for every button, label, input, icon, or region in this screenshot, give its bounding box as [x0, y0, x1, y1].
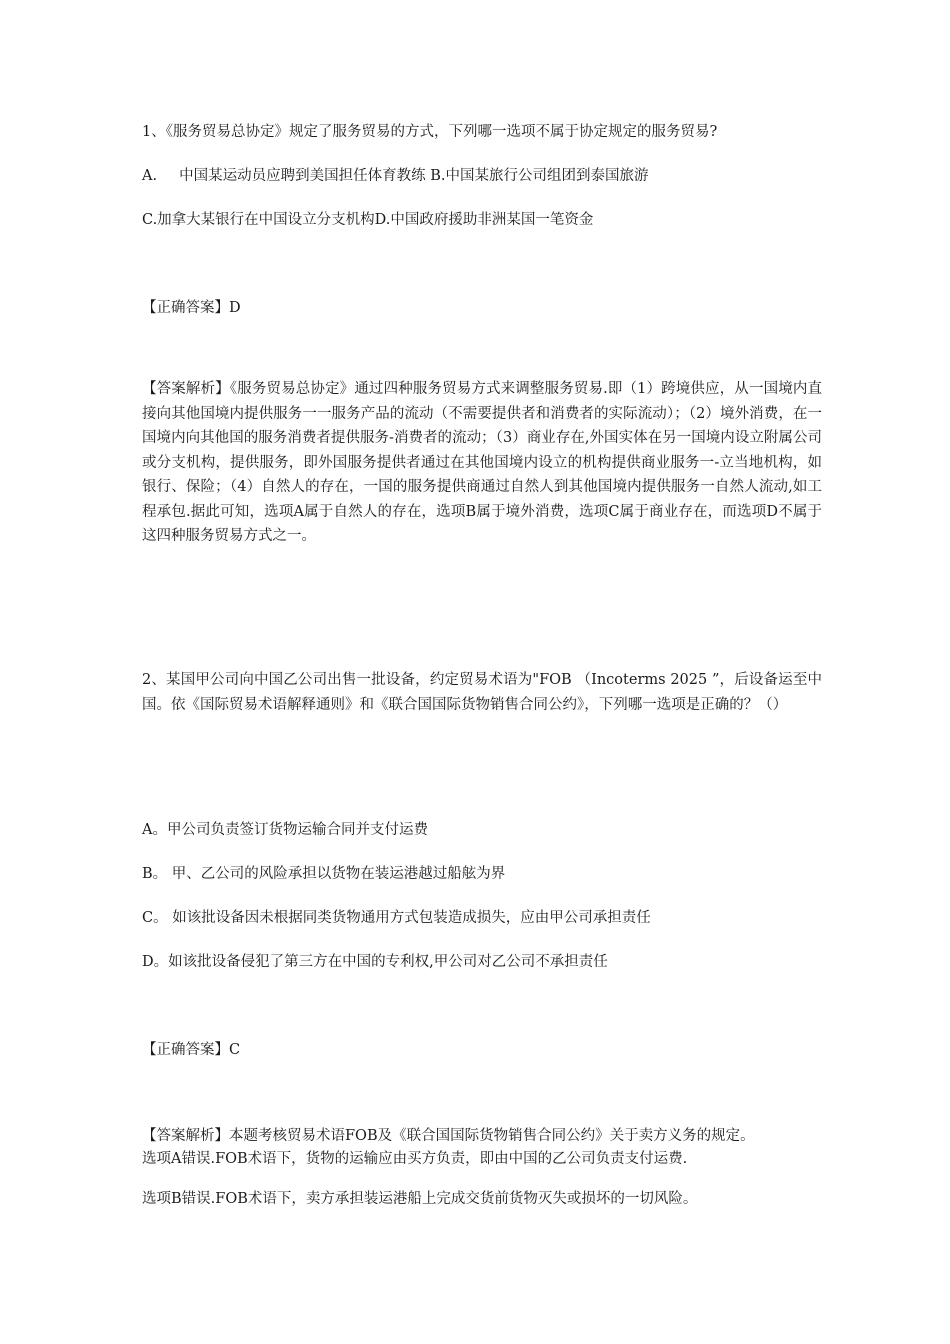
q1-option-a-label: A.: [142, 168, 158, 184]
q1-analysis: 【答案解析】《服务贸易总协定》通过四种服务贸易方式来调整服务贸易.即（1）跨境供应，从一国境内直接向其他国境内提供服务一一服务产品的流动（不需要提供者和消费者的实际流动）；（2）境外消费，在一国境内向其他国的服务消费者提供服务-消费者的流动；（3）商业存在,外国实体在另一国境内设立附属公司或分支机构，提供服务，即外国服务提供者通过在其他国境内设立的机构提供商业服务一-立当地机构，如银行、保险；（4）自然人的存在，一国的服务提供商通过自然人到其他国境内提供服务一自然人流动,如工程承包.据此可知，选项A属于自然人的存在，选项B属于境外消费，选项C属于商业存在，而选项D不属于这四种服务贸易方式之一。: [142, 381, 822, 544]
q2-option-c: C。 如该批设备因未根据同类货物通用方式包装造成损失，应由甲公司承担责任: [142, 910, 651, 926]
q1-answer: 【正确答案】D: [142, 300, 241, 316]
q2-option-a: A。甲公司负责签订货物运输合同并支付运费: [142, 822, 428, 838]
q2-question: 2、某国甲公司向中国乙公司出售一批设备，约定贸易术语为"FOB （Incoterms 2025 ”，后设备运至中国。依《国际贸易术语解释通则》和《联合国国际货物销售合同公约》，下列哪一选项是正确的？（）: [142, 672, 822, 713]
q2-option-d: D。如该批设备侵犯了第三方在中国的专利权,甲公司对乙公司不承担责任: [142, 954, 608, 970]
q2-analysis-line2: 选项A错误.FOB术语下，货物的运输应由买方负责，即由中国的乙公司负责支付运费.: [142, 1151, 688, 1167]
q1-options-ab: [142, 164, 822, 188]
q2-analysis-line1: 【答案解析】本题考核贸易术语FOB及《联合国国际货物销售合同公约》关于卖方义务的规定。: [142, 1128, 755, 1144]
q2-option-b: B。 甲、乙公司的风险承担以货物在装运港越过船舷为界: [142, 866, 506, 882]
q2-analysis-line3: 选项B错误.FOB术语下，卖方承担装运港船上完成交货前货物灭失或损坏的一切风险。: [142, 1191, 698, 1207]
q1-question: 1、《服务贸易总协定》规定了服务贸易的方式，下列哪一选项不属于协定规定的服务贸易?: [142, 124, 718, 140]
q2-answer: 【正确答案】C: [142, 1042, 241, 1058]
q1-option-a-text: 中国某运动员应聘到美国担任体育教练 B.中国某旅行公司组团到泰国旅游: [179, 168, 649, 184]
q1-options-cd: C.加拿大某银行在中国设立分支机构D.中国政府援助非洲某国一笔资金: [142, 212, 594, 228]
